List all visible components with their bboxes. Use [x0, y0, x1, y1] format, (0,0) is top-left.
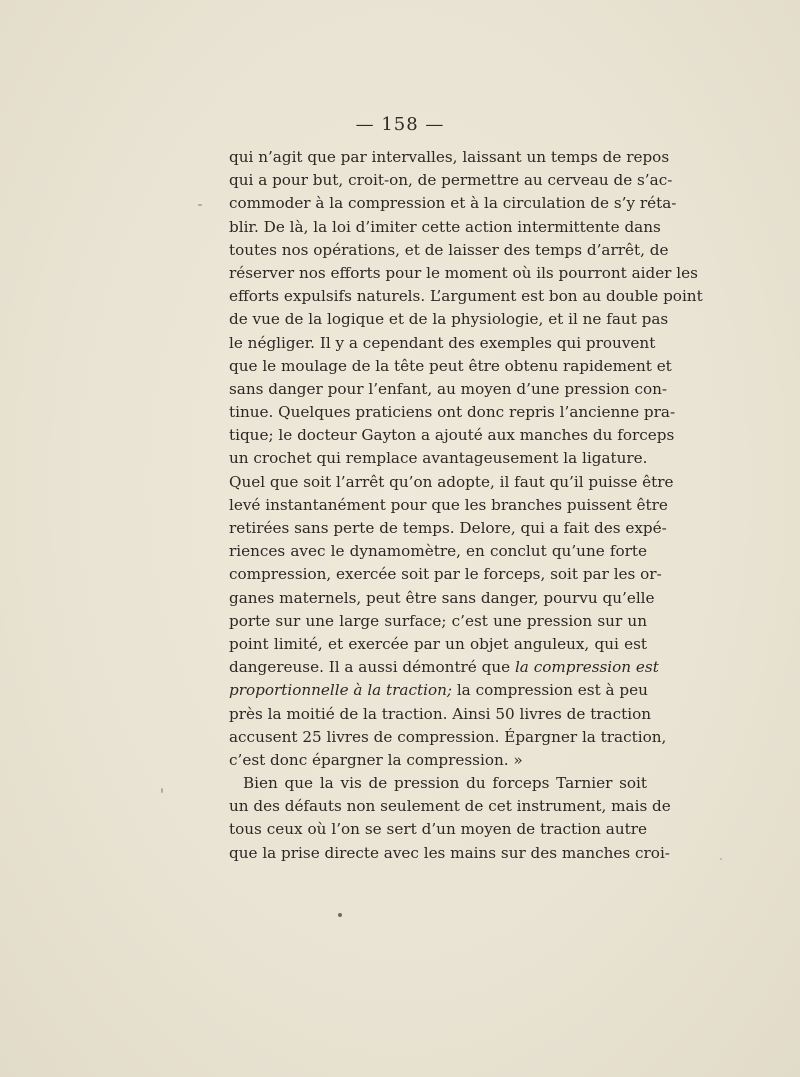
text-line: que le moulage de la tête peut être obtenu rapidement et — [229, 356, 672, 375]
text-line: tique; le docteur Gayton a ajouté aux manches du forceps — [229, 426, 675, 445]
page-number: — 158 — — [355, 114, 445, 135]
text-line: qui n’agit que par intervalles, laissant un temps de repos — [229, 148, 670, 166]
text-line: riences avec le dynamomètre, en conclut qu’une forte — [229, 542, 647, 561]
text-line: le négliger. Il y a cependant des exemples qui prouvent — [229, 333, 656, 352]
text-run: la compression est à peu — [456, 681, 648, 700]
text-line: tinue. Quelques praticiens ont donc repris l’ancienne pra- — [229, 403, 676, 422]
text-line: commoder à la compression et à la circulation de s’y réta- — [229, 194, 677, 213]
text-line-with-italic — [229, 679, 647, 702]
text-line: blir. De là, la loi d’imiter cette action intermittente dans — [229, 217, 661, 236]
text-line: réserver nos efforts pour le moment où ils pourront aider les — [229, 263, 698, 282]
paragraph-start-line: Bien que la vis de pression du forceps Tarnier soit — [243, 774, 647, 793]
text-line: sans danger pour l’enfant, au moyen d’une pression con- — [229, 379, 668, 398]
paper-speck — [338, 913, 342, 917]
text-line: Quel que soit l’arrêt qu’on adopte, il faut qu’il puisse être — [229, 472, 674, 491]
text-line: qui a pour but, croit-on, de permettre au cerveau de s’ac- — [229, 171, 673, 190]
text-line: ganes maternels, peut être sans danger, pourvu qu’elle — [229, 588, 655, 607]
italic-run: la compression est — [514, 658, 659, 677]
text-line-with-italic — [229, 656, 659, 679]
paper-speck — [198, 204, 202, 206]
text-line: compression, exercée soit par le forceps, soit par les or- — [229, 565, 662, 584]
text-line: un des défauts non seulement de cet instrument, mais de — [229, 797, 671, 816]
text-line: accusent 25 livres de compression. Épargner la traction, — [229, 727, 667, 746]
text-line: c’est donc épargner la compression. » — [229, 750, 523, 769]
text-line: levé instantanément pour que les branches puissent être — [229, 495, 668, 514]
text-line: un crochet qui remplace avantageusement la ligature. — [229, 449, 648, 468]
text-line: efforts expulsifs naturels. L’argument est bon au double point — [229, 287, 703, 306]
paper-speck — [161, 788, 163, 793]
text-line: tous ceux où l’on se sert d’un moyen de traction autre — [229, 820, 647, 839]
body-text — [229, 146, 703, 865]
text-line: point limité, et exercée par un objet anguleux, qui est — [229, 634, 647, 653]
text-line: de vue de la logique et de la physiologie, et il ne faut pas — [229, 310, 669, 329]
italic-run: proportionnelle à la traction; — [229, 681, 452, 700]
text-line: près la moitié de la traction. Ainsi 50 livres de traction — [229, 704, 652, 723]
text-line: que la prise directe avec les mains sur des manches croi- — [229, 843, 670, 862]
paper-speck — [720, 858, 722, 860]
text-line: porte sur une large surface; c’est une pression sur un — [229, 611, 647, 630]
text-line: retirées sans perte de temps. Delore, qui a fait des expé- — [229, 519, 667, 537]
text-run: dangereuse. Il a aussi démontré que — [229, 658, 511, 677]
text-line: toutes nos opérations, et de laisser des temps d’arrêt, de — [229, 240, 669, 259]
